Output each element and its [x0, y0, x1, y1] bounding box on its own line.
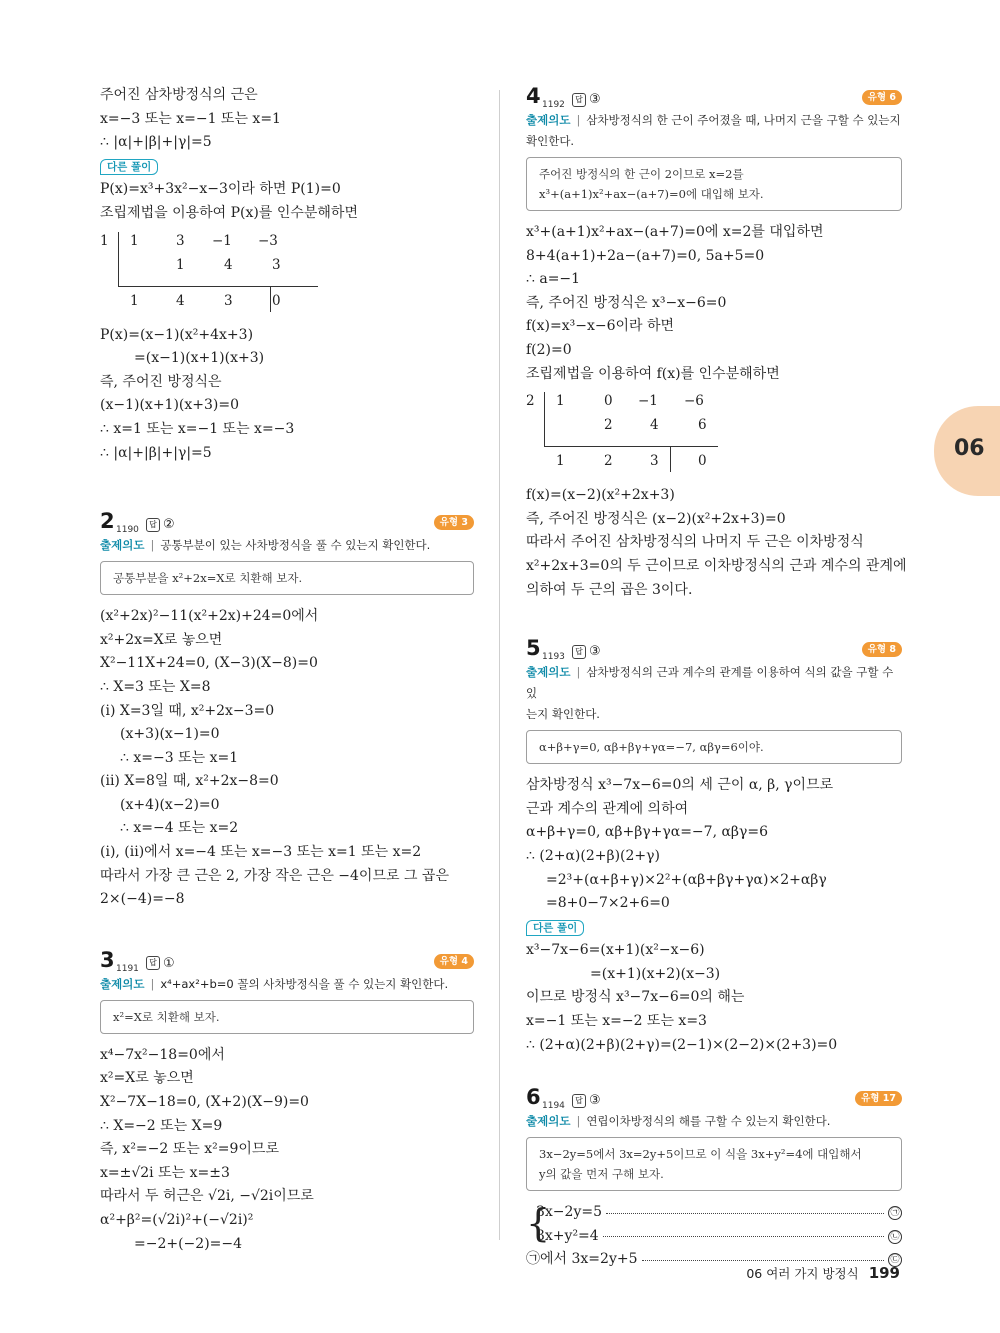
hint-text: x³+(a+1)x²+ax−(a+7)=0에 대입해 보자. — [539, 187, 764, 201]
syn-root: 1 — [100, 232, 109, 249]
syn-cell: 1 — [556, 453, 565, 470]
text-line: ∴ (2+α)(2+β)(2+γ) — [526, 847, 660, 864]
syn-cell: 1 — [130, 292, 139, 309]
answer-value: ③ — [589, 92, 601, 107]
synthetic-division — [100, 228, 474, 324]
answer-icon: 답 — [572, 1094, 586, 1108]
text-line: =(x+1)(x+2)(x−3) — [590, 965, 721, 982]
text-line: =−2+(−2)=−4 — [134, 1235, 243, 1252]
text-line: f(2)=0 — [526, 341, 572, 358]
equation-marker: ㉠ — [888, 1206, 902, 1220]
column-divider — [499, 90, 500, 1240]
hint-text: 3x−2y=5에서 3x=2y+5이므로 이 식을 3x+y²=4에 대입해서 — [539, 1147, 862, 1162]
intent-line: 출제의도 | 공통부분이 있는 사차방정식을 풀 수 있는지 확인한다. — [100, 538, 431, 553]
answer-label — [146, 952, 175, 976]
hint-text: x²=X로 치환해 보자. — [113, 1009, 220, 1024]
hint-box — [526, 730, 902, 764]
intent-text: x⁴+ax²+b=0 꼴의 사차방정식을 풀 수 있는지 확인한다. — [160, 976, 449, 991]
problem-number: 2 — [100, 509, 115, 534]
syn-cell: −1 — [212, 232, 232, 249]
text-line: =8+0−7×2+6=0 — [546, 895, 670, 912]
text-line: 2×(−4)=−8 — [100, 891, 185, 908]
syn-cell: 0 — [698, 453, 707, 470]
text-line: (x−1)(x+1)(x+3)=0 — [100, 397, 240, 414]
answer-label — [572, 640, 601, 664]
text-line: 즉, x²=−2 또는 x²=9이므로 — [100, 1141, 279, 1158]
text-line: α+β+γ=0, αβ+βγ+γα=−7, αβγ=6 — [526, 824, 769, 841]
page-number: 199 — [868, 1264, 900, 1282]
text-line: 삼차방정식 x³−7x−6=0의 세 근이 α, β, γ이므로 — [526, 777, 834, 794]
problem-number: 3 — [100, 947, 115, 972]
syn-cell: 2 — [604, 453, 613, 470]
text-line: P(x)=x³+3x²−x−3이라 하면 P(1)=0 — [100, 181, 341, 198]
text-line: 8+4(a+1)+2a−(a+7)=0, 5a+5=0 — [526, 247, 765, 264]
equation: 3x−2y=5 — [536, 1204, 602, 1221]
answer-icon: 답 — [572, 645, 586, 659]
equation-marker: ㉡ — [888, 1230, 902, 1244]
type-badge: 유형 4 — [434, 954, 474, 969]
right-column — [526, 84, 907, 1272]
syn-cell: 0 — [604, 393, 613, 410]
text-line: f(x)=(x−2)(x²+2x+3) — [526, 487, 675, 504]
text-line: x²+2x+3=0의 두 근이므로 이차방정식의 근과 계수의 관계에 — [526, 557, 907, 574]
syn-cell: 3 — [224, 292, 233, 309]
intent-label: 출제의도 — [526, 665, 571, 680]
problem-header — [100, 948, 474, 974]
syn-cell: 3 — [650, 453, 659, 470]
hint-text: 공통부분을 x²+2x=X로 치환해 보자. — [113, 571, 303, 586]
text-line: x=−1 또는 x=−2 또는 x=3 — [526, 1013, 707, 1030]
system-line — [536, 1201, 902, 1225]
text-line: x³−7x−6=(x+1)(x²−x−6) — [526, 942, 705, 959]
left-column — [100, 84, 474, 1256]
answer-label — [572, 1089, 601, 1113]
text-line: 따라서 주어진 삼차방정식의 나머지 두 근은 이차방정식 — [526, 534, 864, 551]
text-line: 조립제법을 이용하여 f(x)를 인수분해하면 — [526, 365, 780, 382]
syn-cell: −1 — [638, 393, 658, 410]
answer-label — [146, 513, 175, 537]
hint-box — [100, 1000, 474, 1034]
text-line: ∴ x=−3 또는 x=1 — [120, 749, 239, 766]
syn-cell: −6 — [684, 393, 704, 410]
text-line: 따라서 가장 큰 근은 2, 가장 작은 근은 −4이므로 그 곱은 — [100, 867, 449, 884]
text-line: f(x)=x³−x−6이라 하면 — [526, 318, 675, 335]
problem-header — [100, 509, 474, 535]
text-line: (x²+2x)²−11(x²+2x)+24=0에서 — [100, 608, 319, 625]
alt-solution-tag: 다른 풀이 — [526, 920, 584, 936]
text-line: 이므로 방정식 x³−7x−6=0의 해는 — [526, 989, 745, 1006]
syn-cell: 4 — [650, 417, 659, 434]
text-line: 의하여 두 근의 곱은 3이다. — [526, 581, 693, 598]
intent-text: 연립이차방정식의 해를 구할 수 있는지 확인한다. — [586, 1114, 831, 1129]
problem-code: 1194 — [542, 1101, 565, 1112]
type-badge: 유형 6 — [862, 90, 902, 105]
equation: 3x+y²=4 — [536, 1227, 599, 1244]
intent-text: 공통부분이 있는 사차방정식을 풀 수 있는지 확인한다. — [160, 538, 431, 553]
text-line: ∴ (2+α)(2+β)(2+γ)=(2−1)×(2−2)×(2+3)=0 — [526, 1036, 838, 1053]
text-line: x⁴−7x²−18=0에서 — [100, 1046, 225, 1063]
page-footer — [746, 1264, 900, 1282]
alt-solution-tag: 다른 풀이 — [100, 159, 158, 175]
syn-cell: 3 — [176, 232, 185, 249]
text-line: (i) X=3일 때, x²+2x−3=0 — [100, 702, 275, 719]
text-line: ∴ X=−2 또는 X=9 — [100, 1117, 223, 1134]
hint-text: y의 값을 먼저 구해 보자. — [539, 1167, 664, 1182]
intent-text: 삼차방정식의 근과 계수의 관계를 이용하여 식의 값을 구할 수 있 — [526, 665, 894, 701]
intent-label: 출제의도 — [526, 1114, 571, 1129]
problem-code: 1191 — [116, 963, 139, 974]
hint-box — [526, 1137, 902, 1191]
text-line: ∴ a=−1 — [526, 271, 581, 288]
syn-cell: −3 — [258, 232, 278, 249]
answer-icon: 답 — [146, 518, 160, 532]
intent-line: 출제의도 | x⁴+ax²+b=0 꼴의 사차방정식을 풀 수 있는지 확인한다. — [100, 976, 449, 991]
type-badge: 유형 3 — [434, 515, 474, 530]
syn-cell: 3 — [272, 256, 281, 273]
text-line: ∴ x=1 또는 x=−1 또는 x=−3 — [100, 420, 295, 437]
text-line: ∴ |α|+|β|+|γ|=5 — [100, 444, 212, 461]
intent-line: 출제의도 | 삼차방정식의 근과 계수의 관계를 이용하여 식의 값을 구할 수 있 — [526, 665, 894, 701]
intent-line: 확인한다. — [526, 134, 575, 148]
chapter-side-tab — [934, 406, 1000, 496]
text-line: 조립제법을 이용하여 P(x)를 인수분해하면 — [100, 204, 358, 221]
text-line: =(x−1)(x+1)(x+3) — [134, 350, 265, 367]
brace: { — [526, 1201, 551, 1246]
syn-root: 2 — [526, 393, 535, 410]
intent-label: 출제의도 — [100, 976, 145, 991]
text-line: =2³+(α+β+γ)×2²+(αβ+βγ+γα)×2+αβγ — [546, 871, 827, 888]
syn-cell: 4 — [176, 292, 185, 309]
type-badge: 유형 17 — [855, 1091, 902, 1106]
text-line: α²+β²=(√2i)²+(−√2i)² — [100, 1212, 254, 1228]
syn-cell: 2 — [604, 417, 613, 434]
answer-icon: 답 — [572, 93, 586, 107]
syn-cell: 0 — [272, 292, 281, 309]
answer-value: ③ — [589, 644, 601, 660]
text-line: (ii) X=8일 때, x²+2x−8=0 — [100, 773, 279, 790]
text-line: x³+(a+1)x²+ax−(a+7)=0에 x=2를 대입하면 — [526, 224, 824, 240]
hint-text: α+β+γ=0, αβ+βγ+γα=−7, αβγ=6이야. — [539, 740, 764, 755]
text-line: 즉, 주어진 방정식은 — [100, 373, 222, 390]
text-line: 따라서 두 허근은 √2i, −√2i이므로 — [100, 1188, 314, 1205]
problem-header — [526, 1085, 902, 1111]
equation-system — [526, 1201, 902, 1248]
text-line: X²−11X+24=0, (X−3)(X−8)=0 — [100, 655, 318, 672]
answer-label — [572, 88, 601, 112]
intent-line: 출제의도 | 삼차방정식의 한 근이 주어졌을 때, 나머지 근을 구할 수 있는지 — [526, 113, 901, 127]
problem-code: 1190 — [116, 525, 139, 536]
answer-value: ③ — [589, 1093, 601, 1109]
syn-cell: 1 — [130, 232, 139, 249]
text-line: x=−3 또는 x=−1 또는 x=1 — [100, 110, 281, 127]
system-line — [536, 1225, 902, 1249]
syn-cell: 4 — [224, 256, 233, 273]
hint-text: 주어진 방정식의 한 근이 2이므로 x=2를 — [539, 167, 744, 181]
text-line: ∴ X=3 또는 X=8 — [100, 678, 211, 695]
equation-marker: ㉢ — [888, 1253, 902, 1267]
text-line: X²−7X−18=0, (X+2)(X−9)=0 — [100, 1094, 309, 1111]
syn-cell: 1 — [176, 256, 185, 273]
text-line: 즉, 주어진 방정식은 (x−2)(x²+2x+3)=0 — [526, 510, 786, 527]
text-line: (x+4)(x−2)=0 — [120, 796, 220, 813]
syn-cell: 6 — [698, 417, 707, 434]
text-line: 근과 계수의 관계에 의하여 — [526, 800, 689, 817]
text-line: ∴ |α|+|β|+|γ|=5 — [100, 134, 212, 151]
problem-header — [526, 636, 902, 662]
syn-cell: 1 — [556, 393, 565, 410]
intent-label: 출제의도 — [526, 113, 571, 127]
text-line: (x+3)(x−1)=0 — [120, 726, 220, 743]
text-line: 즉, 주어진 방정식은 x³−x−6=0 — [526, 294, 727, 311]
intent-label: 출제의도 — [100, 538, 145, 553]
problem-number: 5 — [526, 636, 541, 661]
hint-box — [526, 157, 902, 211]
answer-value: ① — [163, 955, 175, 971]
answer-value: ② — [163, 517, 175, 533]
equation: ㉠에서 3x=2y+5 — [526, 1251, 638, 1268]
problem-number: 4 — [526, 84, 541, 108]
problem-header — [526, 84, 902, 110]
hint-box — [100, 561, 474, 595]
text-line: x²+2x=X로 놓으면 — [100, 631, 223, 648]
text-line: 주어진 삼차방정식의 근은 — [100, 87, 258, 103]
type-badge: 유형 8 — [862, 642, 902, 657]
text-line: P(x)=(x−1)(x²+4x+3) — [100, 326, 254, 343]
intent-line: 는지 확인한다. — [526, 707, 600, 722]
text-line: (i), (ii)에서 x=−4 또는 x=−3 또는 x=1 또는 x=2 — [100, 844, 422, 861]
text-line: x=±√2i 또는 x=±3 — [100, 1164, 230, 1181]
problem-code: 1193 — [542, 652, 565, 663]
answer-icon: 답 — [146, 956, 160, 970]
problem-code: 1192 — [542, 100, 565, 110]
intent-text: 삼차방정식의 한 근이 주어졌을 때, 나머지 근을 구할 수 있는지 — [586, 113, 901, 127]
footer-chapter: 06 여러 가지 방정식 — [746, 1266, 859, 1281]
chapter-side-tab-label: 06 — [954, 436, 985, 461]
text-line: ∴ x=−4 또는 x=2 — [120, 820, 239, 837]
synthetic-division — [526, 388, 902, 484]
problem-number: 6 — [526, 1085, 541, 1110]
text-line: x²=X로 놓으면 — [100, 1070, 194, 1087]
intent-line: 출제의도 | 연립이차방정식의 해를 구할 수 있는지 확인한다. — [526, 1114, 831, 1129]
